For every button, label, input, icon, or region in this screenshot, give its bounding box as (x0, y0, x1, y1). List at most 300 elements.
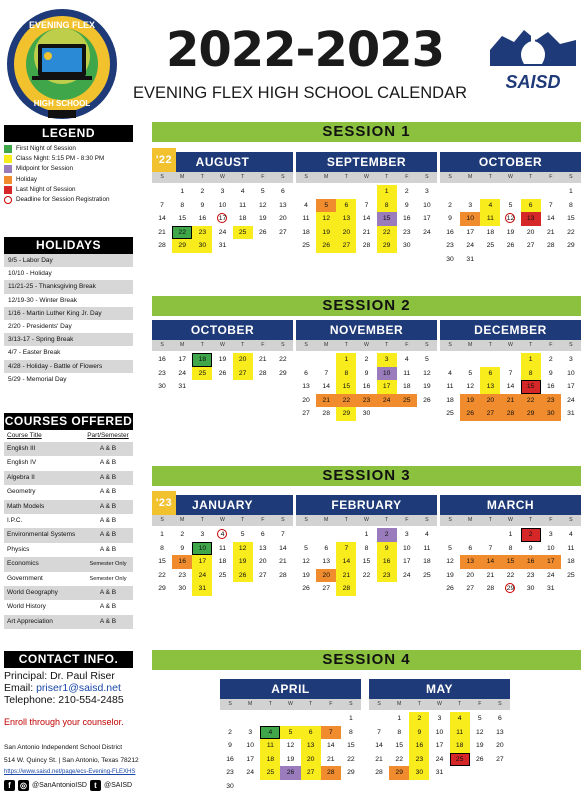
day-blank (220, 712, 240, 726)
day-cell: 1 (377, 185, 397, 199)
day-blank (336, 528, 356, 542)
email-line (4, 682, 121, 694)
weekday-label: W (508, 174, 513, 180)
day-cell: 23 (226, 769, 234, 777)
day-cell: 1 (364, 531, 369, 538)
holiday-item: 9/5 - Labor Day (4, 254, 133, 267)
day-cell: 3 (548, 531, 553, 538)
day-cell: 1 (521, 353, 541, 367)
course-row (4, 500, 133, 514)
day-cell: 23 (526, 571, 535, 579)
weekday-label: T (385, 174, 389, 180)
day-grid (296, 185, 437, 253)
day-cell: 13 (496, 728, 504, 736)
legend-item (4, 164, 133, 174)
day-cell: 15 (500, 555, 520, 569)
day-cell: 20 (336, 226, 356, 240)
day-cell: 9 (548, 369, 553, 377)
weekday-label: M (468, 517, 473, 523)
svg-text:EVENING FLEX: EVENING FLEX (28, 20, 96, 30)
holiday-item: 10/10 - Holiday (8, 270, 52, 278)
day-blank (500, 185, 520, 199)
day-cell: 14 (158, 215, 166, 223)
holiday-item: 4/28 - Holiday - Battle of Flowers (4, 360, 133, 373)
year-badge: '22 (152, 148, 176, 172)
weekday-label: T (529, 517, 533, 523)
day-cell: 22 (521, 394, 541, 408)
day-cell: 12 (475, 728, 484, 736)
weekday-label: F (405, 517, 409, 523)
district-address: 514 W. Quincy St. | San Antonio, Texas 78212 (4, 757, 139, 764)
weekday-label: S (448, 342, 452, 348)
svg-text:SAISD: SAISD (505, 72, 561, 92)
course-name: World Geography (7, 588, 58, 596)
day-cell: 18 (423, 558, 431, 566)
day-cell: 8 (397, 728, 402, 736)
month-title: MAY (369, 679, 510, 699)
twitter-icon[interactable]: t (90, 780, 101, 791)
day-cell: 25 (450, 753, 470, 767)
day-cell: 7 (324, 369, 329, 377)
day-cell: 25 (260, 766, 280, 780)
month-title: OCTOBER (152, 320, 293, 340)
course-row (4, 528, 133, 542)
day-cell: 26 (233, 569, 253, 583)
day-cell: 9 (180, 544, 185, 552)
day-cell: 24 (546, 571, 555, 579)
weekday-label: T (344, 517, 348, 523)
weekday-label: T (241, 174, 245, 180)
month-october (440, 152, 581, 267)
course-row (4, 514, 133, 528)
day-cell: 19 (423, 383, 431, 391)
weekday-label: W (288, 701, 293, 707)
course-name: Environmental Systems (7, 531, 76, 539)
course-name: Art Appreciation (7, 617, 53, 625)
day-grid (152, 528, 293, 596)
day-cell: 21 (362, 228, 371, 236)
day-cell: 16 (158, 356, 166, 363)
day-cell: 8 (569, 201, 573, 209)
holiday-item: 11/21-25 - Thanksgiving Break (4, 280, 133, 293)
month-january (152, 495, 293, 596)
legend-swatch (4, 165, 12, 173)
weekday-label: S (349, 701, 353, 707)
weekday-label: T (488, 174, 492, 180)
day-cell: 18 (302, 228, 310, 236)
day-cell: 4 (240, 188, 245, 195)
day-cell: 23 (377, 569, 397, 583)
day-cell: 31 (435, 769, 444, 777)
day-cell: 13 (521, 212, 541, 226)
day-cell: 5 (448, 544, 452, 552)
instagram-icon[interactable]: ◎ (18, 780, 29, 791)
day-cell: 20 (526, 228, 535, 236)
weekday-label: T (488, 517, 492, 523)
weekday-label: F (549, 174, 553, 180)
day-cell: 19 (233, 555, 253, 569)
day-cell: 8 (521, 367, 541, 381)
day-cell: 18 (450, 739, 470, 753)
day-cell: 30 (362, 410, 371, 418)
day-cell: 23 (356, 394, 376, 408)
day-cell: 4 (404, 356, 409, 363)
day-blank (152, 185, 172, 199)
day-cell: 23 (402, 228, 411, 236)
day-cell: 25 (567, 571, 575, 579)
day-cell: 31 (192, 582, 212, 596)
weekday-label: W (508, 342, 513, 348)
day-cell: 6 (324, 544, 329, 552)
day-cell: 18 (402, 383, 411, 391)
day-blank (316, 353, 336, 367)
day-cell: 5 (260, 188, 265, 195)
day-cell: 24 (423, 228, 431, 236)
weekday-label: S (160, 174, 164, 180)
day-cell: 22 (347, 755, 355, 763)
day-cell: 11 (239, 201, 247, 209)
day-cell: 14 (279, 544, 287, 552)
day-cell: 17 (192, 555, 212, 569)
day-cell: 9 (448, 215, 452, 223)
day-cell: 24 (246, 769, 254, 777)
course-title-header: Course Title (7, 432, 42, 439)
day-cell: 18 (238, 215, 247, 223)
email-link[interactable]: priser1@saisd.net (36, 682, 121, 694)
day-cell: 16 (172, 555, 192, 569)
weekday-label: T (241, 517, 245, 523)
day-grid (152, 185, 293, 253)
weekday-label: M (180, 342, 185, 348)
day-cell: 29 (158, 585, 166, 593)
day-cell: 30 (541, 407, 561, 421)
day-cell: 9 (200, 201, 205, 209)
day-cell: 28 (279, 571, 287, 579)
facebook-icon[interactable]: f (4, 780, 15, 791)
month-august (152, 152, 293, 253)
day-cell: 10 (377, 367, 397, 381)
day-cell: 8 (160, 544, 164, 552)
day-cell: 12 (258, 201, 267, 209)
day-cell: 19 (218, 356, 227, 363)
weekday-label: S (281, 342, 285, 348)
day-cell: 1 (569, 188, 573, 195)
day-cell: 11 (567, 544, 575, 552)
course-part: Semester Only (89, 575, 127, 582)
day-cell: 6 (304, 369, 308, 377)
district-url-link[interactable]: https://www.saisd.net/page/ecs-Evening-FLEXHS (4, 769, 136, 775)
day-cell: 26 (475, 755, 484, 763)
day-blank (280, 712, 300, 726)
month-september (296, 152, 437, 253)
day-cell: 28 (486, 585, 495, 593)
legend-label: First Night of Session (16, 145, 76, 152)
day-blank (541, 185, 561, 199)
month-may (369, 679, 510, 780)
course-part: A & B (99, 545, 117, 553)
day-cell: 16 (546, 383, 555, 391)
day-cell: 28 (375, 769, 383, 777)
weekday-label: T (241, 342, 245, 348)
day-blank (460, 185, 480, 199)
day-cell: 15 (362, 558, 371, 566)
weekday-label: S (304, 517, 308, 523)
day-grid (440, 528, 581, 596)
day-blank (480, 528, 500, 542)
weekday-label: M (397, 701, 402, 707)
weekday-label: S (448, 517, 452, 523)
day-cell: 4 (450, 712, 470, 726)
day-cell: 9 (409, 726, 429, 740)
weekday-label: F (261, 174, 265, 180)
weekday-label: M (324, 517, 329, 523)
course-row (4, 600, 133, 614)
day-cell: 7 (336, 542, 356, 556)
day-cell: 29 (347, 769, 355, 777)
day-cell: 5 (508, 201, 513, 209)
holiday-item: 2/20 - Presidents' Day (8, 322, 72, 330)
day-cell: 14 (546, 215, 555, 223)
course-name: Economics (7, 560, 39, 568)
day-cell: 22 (506, 571, 515, 579)
weekday-label: S (160, 342, 164, 348)
weekday-label: W (220, 174, 225, 180)
weekday-label: S (425, 517, 429, 523)
day-cell: 26 (258, 228, 267, 236)
day-grid (220, 712, 361, 794)
day-cell: 10 (402, 544, 411, 552)
day-cell: 19 (302, 571, 310, 579)
day-grid (440, 185, 581, 267)
day-cell: 29 (389, 766, 409, 780)
day-cell: 31 (218, 242, 227, 250)
legend-item (4, 154, 133, 164)
day-cell: 11 (480, 212, 500, 226)
day-cell: 29 (279, 369, 287, 377)
course-row (4, 471, 133, 485)
legend-label: Midpoint for Session (16, 165, 74, 173)
month-title: OCTOBER (440, 152, 581, 172)
day-cell: 29 (567, 242, 575, 250)
contact-heading: CONTACT INFO. (4, 651, 133, 668)
day-cell: 5 (280, 726, 300, 740)
month-november (296, 320, 437, 421)
day-cell: 25 (397, 394, 417, 408)
day-cell: 23 (446, 242, 454, 250)
day-blank (440, 353, 460, 367)
weekday-header (369, 699, 510, 710)
day-cell: 17 (402, 558, 411, 566)
weekday-label: F (549, 342, 553, 348)
day-cell: 18 (192, 353, 212, 367)
holiday-item: 12/19-30 - Winter Break (8, 296, 78, 304)
weekday-label: F (405, 174, 409, 180)
weekday-header (296, 515, 437, 526)
day-blank (440, 185, 460, 199)
day-blank (336, 185, 356, 199)
day-cell: 3 (220, 188, 225, 195)
day-cell: 26 (506, 242, 515, 250)
day-cell: 4 (212, 528, 232, 542)
weekday-label: W (220, 342, 225, 348)
course-part: A & B (99, 617, 117, 625)
weekday-label: W (364, 342, 369, 348)
day-cell: 30 (226, 782, 234, 790)
day-cell: 8 (364, 544, 369, 552)
day-cell: 21 (279, 558, 287, 566)
day-cell: 20 (466, 571, 474, 579)
day-cell: 21 (486, 571, 495, 579)
day-blank (440, 528, 460, 542)
day-blank (460, 528, 480, 542)
day-cell: 24 (178, 369, 186, 377)
day-cell: 29 (377, 239, 397, 253)
month-title: NOVEMBER (296, 320, 437, 340)
email-label: Email: (4, 682, 37, 694)
day-cell: 17 (466, 228, 474, 236)
day-cell: 11 (218, 544, 227, 552)
day-cell: 10 (246, 742, 254, 750)
day-cell: 14 (375, 742, 383, 750)
day-cell: 2 (521, 528, 541, 542)
weekday-label: M (180, 174, 185, 180)
day-blank (521, 185, 541, 199)
course-name: World History (7, 603, 46, 611)
holiday-item: 3/13-17 - Spring Break (4, 333, 133, 346)
social-handle-district: @SanAntonioISD (32, 782, 87, 789)
weekday-label: S (281, 174, 285, 180)
course-row (4, 586, 133, 600)
day-cell: 16 (409, 739, 429, 753)
day-cell: 17 (377, 380, 397, 394)
month-title: APRIL (220, 679, 361, 699)
course-part-header: Part/Semester (87, 432, 129, 439)
day-cell: 24 (218, 228, 227, 236)
course-row (4, 615, 133, 629)
weekday-header (152, 515, 293, 526)
day-cell: 13 (460, 555, 480, 569)
day-blank (296, 353, 316, 367)
course-row (4, 485, 133, 499)
day-cell: 11 (403, 369, 411, 377)
day-cell: 9 (404, 201, 409, 209)
day-cell: 12 (302, 558, 310, 566)
day-cell: 14 (480, 555, 500, 569)
day-cell: 11 (446, 383, 454, 391)
course-name: Geometry (7, 488, 36, 496)
day-cell: 11 (260, 739, 280, 753)
month-march (440, 495, 581, 596)
course-row (4, 572, 133, 586)
day-cell: 24 (567, 396, 575, 404)
session-bar: SESSION 4 (152, 650, 581, 670)
day-cell: 2 (404, 188, 409, 195)
day-cell: 21 (500, 394, 520, 408)
day-cell: 26 (302, 585, 310, 593)
day-grid (369, 712, 510, 780)
weekday-label: T (200, 174, 204, 180)
day-cell: 10 (435, 728, 444, 736)
day-cell: 1 (160, 531, 164, 538)
day-cell: 2 (409, 712, 429, 726)
day-cell: 4 (425, 531, 429, 538)
day-cell: 25 (192, 367, 212, 381)
day-cell: 23 (409, 753, 429, 767)
day-blank (301, 712, 321, 726)
weekday-label: S (304, 174, 308, 180)
course-row (4, 456, 133, 470)
day-cell: 28 (500, 407, 520, 421)
weekday-label: F (478, 701, 482, 707)
holidays-heading: HOLIDAYS (4, 237, 133, 254)
day-cell: 10 (423, 201, 431, 209)
day-cell: 17 (218, 215, 227, 223)
day-cell: 22 (395, 755, 403, 763)
day-cell: 18 (446, 396, 454, 404)
legend-label: Class Night: 5:15 PM - 8:30 PM (16, 155, 105, 163)
day-cell: 2 (448, 201, 452, 209)
day-cell: 13 (480, 380, 500, 394)
day-cell: 17 (178, 356, 186, 363)
weekday-label: T (417, 701, 421, 707)
day-grid (296, 353, 437, 421)
day-cell: 22 (279, 356, 287, 363)
legend-heading: LEGEND (4, 125, 133, 142)
day-cell: 20 (302, 396, 310, 404)
day-cell: 19 (316, 226, 336, 240)
course-row (4, 442, 133, 456)
weekday-label: T (488, 342, 492, 348)
weekday-label: T (200, 342, 204, 348)
day-blank (316, 185, 336, 199)
course-name: Physics (7, 545, 30, 553)
day-cell: 9 (377, 542, 397, 556)
day-cell: 25 (486, 242, 495, 250)
social-links (4, 780, 132, 791)
day-cell: 27 (302, 410, 310, 418)
day-cell: 16 (198, 215, 207, 223)
day-blank (500, 353, 520, 367)
day-cell: 1 (508, 531, 513, 538)
day-cell: 27 (496, 755, 504, 763)
weekday-label: W (364, 517, 369, 523)
weekday-header (440, 340, 581, 351)
day-cell: 10 (546, 544, 555, 552)
course-part: A & B (99, 459, 117, 467)
day-blank (296, 185, 316, 199)
day-cell: 10 (567, 369, 575, 377)
day-cell: 11 (423, 544, 431, 552)
day-cell: 3 (569, 356, 573, 363)
day-cell: 24 (402, 571, 411, 579)
day-cell: 14 (326, 742, 335, 750)
day-cell: 29 (506, 585, 515, 593)
day-cell: 26 (218, 369, 227, 377)
weekday-label: F (261, 517, 265, 523)
day-grid (440, 353, 581, 421)
legend-list (4, 144, 133, 205)
day-cell: 7 (377, 728, 381, 736)
holiday-item: 4/7 - Easter Break (8, 349, 61, 357)
weekday-label: W (508, 517, 513, 523)
day-cell: 29 (336, 407, 356, 421)
day-cell: 19 (460, 394, 480, 408)
day-cell: 9 (364, 369, 369, 377)
day-cell: 5 (425, 356, 429, 363)
weekday-label: S (160, 517, 164, 523)
day-cell: 12 (506, 215, 515, 223)
legend-label: Deadline for Session Registration (16, 195, 110, 203)
